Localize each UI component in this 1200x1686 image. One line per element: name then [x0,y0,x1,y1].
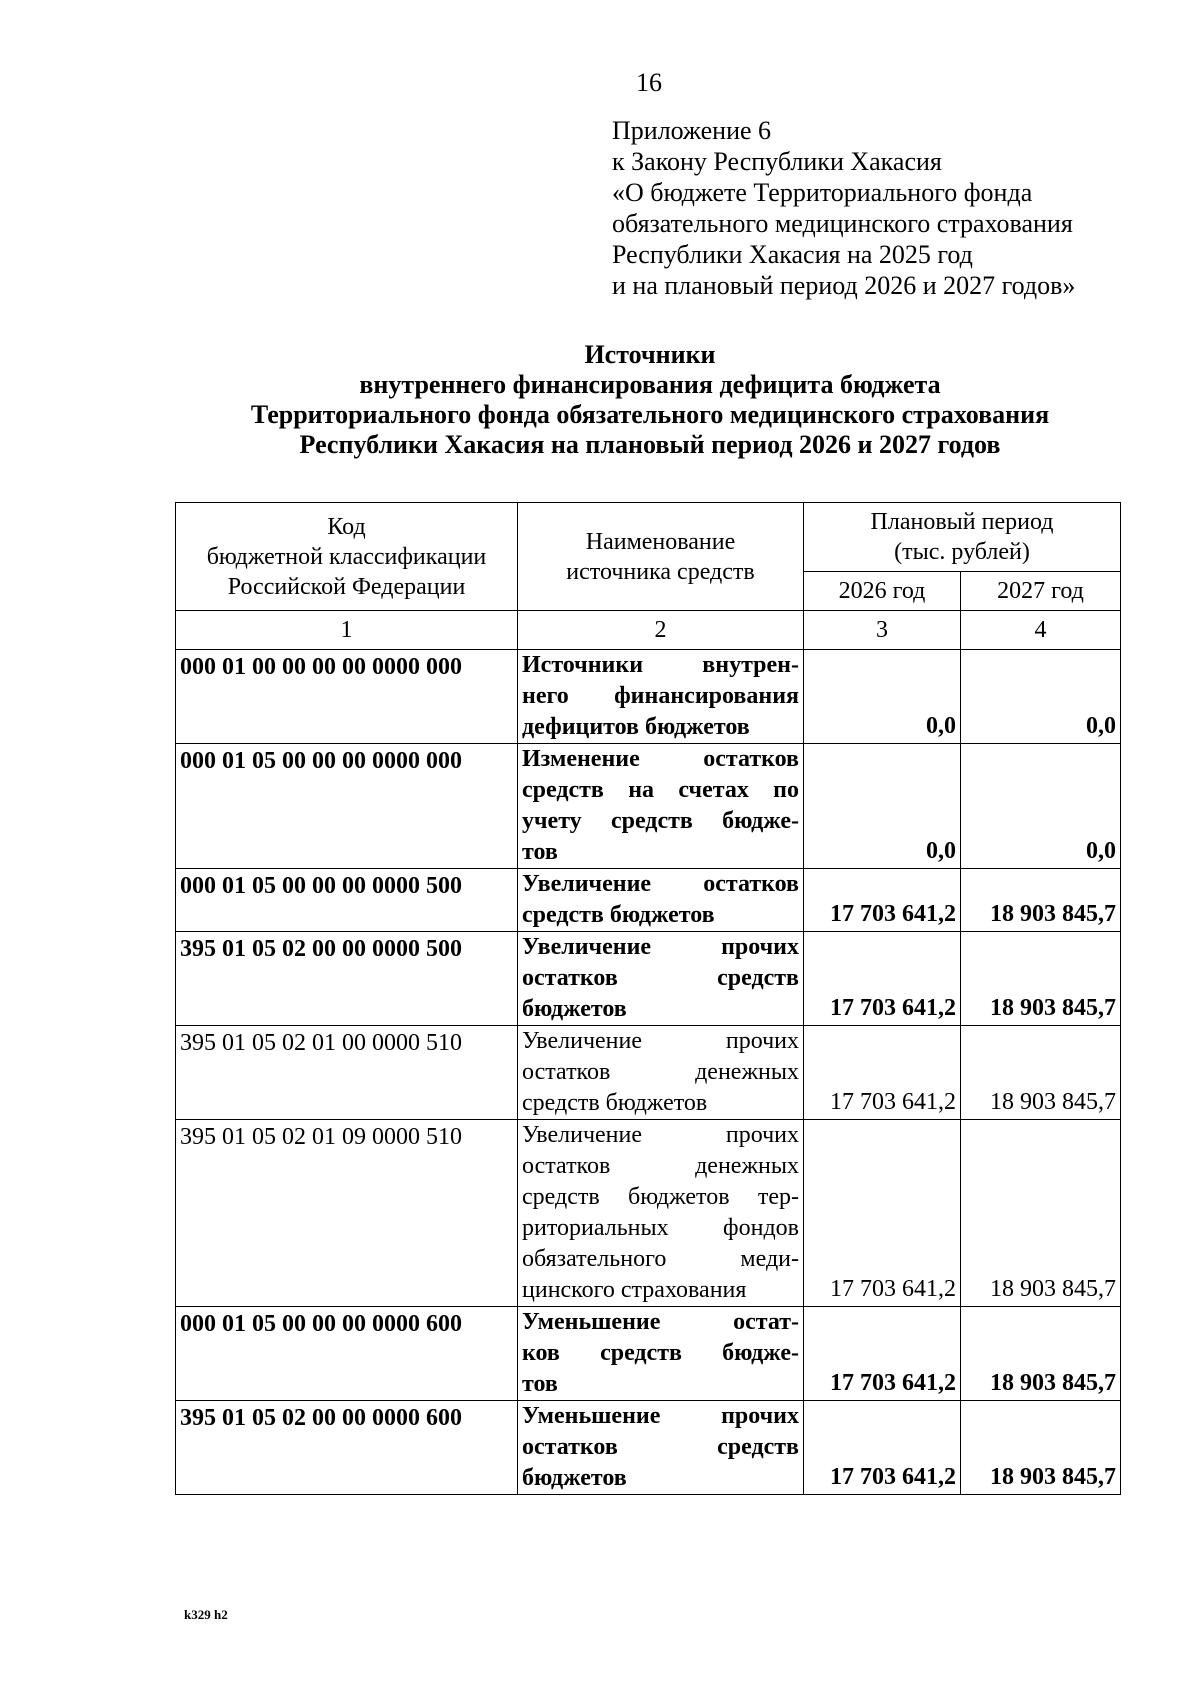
source-name-line: средств на счетах по [522,777,799,803]
appendix-line: к Закону Республики Хакасия [612,147,942,176]
title-line: внутреннего финансирования дефицита бюджета [359,370,941,399]
page-number: 16 [636,68,662,97]
value-2027: 18 903 845,7 [961,869,1121,932]
column-number: 2 [518,611,804,650]
column-number: 3 [804,611,961,650]
header-code-line: Код [327,513,366,540]
header-row [176,503,1121,572]
source-name-line: средств бюджетов тер- [522,1184,799,1210]
title-line: Источники [584,340,716,369]
header-name [518,503,804,611]
source-name [518,1026,804,1120]
document-footer-code: k329 h2 [184,1607,228,1622]
source-name-line: обязательного меди- [522,1246,799,1272]
source-name-line: Увеличение прочих [522,934,799,960]
budget-code: 000 01 00 00 00 00 0000 000 [176,650,518,744]
source-name-line: остатков денежных [522,1059,799,1085]
header-period-line: (тыс. рублей) [894,539,1030,565]
column-number-row [176,611,1121,650]
budget-code: 395 01 05 02 01 09 0000 510 [176,1120,518,1307]
budget-code: 395 01 05 02 00 00 0000 600 [176,1401,518,1495]
budget-code: 395 01 05 02 00 00 0000 500 [176,932,518,1026]
value-2026: 0,0 [804,744,961,869]
source-name-line: ков средств бюдже- [522,1340,799,1366]
budget-code: 395 01 05 02 01 00 0000 510 [176,1026,518,1120]
source-name-line: Увеличение прочих [522,1122,799,1148]
source-name-line: тов [522,1371,558,1397]
column-number: 4 [961,611,1121,650]
source-name [518,932,804,1026]
value-2026: 17 703 641,2 [804,1026,961,1120]
source-name-line: остатков средств [522,965,799,991]
source-name-line: него финансирования [522,683,799,709]
budget-code: 000 01 05 00 00 00 0000 600 [176,1307,518,1401]
value-2026: 17 703 641,2 [804,1401,961,1495]
source-name [518,1120,804,1307]
header-code-line: бюджетной классификации [206,543,487,570]
header-code-line: Российской Федерации [227,573,466,600]
table-row [176,650,1121,744]
source-name-line: Увеличение прочих [522,1028,799,1054]
value-2027: 0,0 [961,650,1121,744]
source-name-line: тов [522,839,558,865]
value-2026: 17 703 641,2 [804,1307,961,1401]
table-row [176,869,1121,932]
value-2027: 18 903 845,7 [961,1120,1121,1307]
source-name-line: Изменение остатков [522,746,799,772]
value-2026: 17 703 641,2 [804,932,961,1026]
source-name-line: средств бюджетов [522,1090,708,1116]
header-year-2026: 2026 год [804,572,961,611]
value-2027: 0,0 [961,744,1121,869]
source-name-line: риториальных фондов [522,1215,799,1241]
header-name-line: Наименование [585,528,736,555]
header-planning-period [804,503,1121,572]
header-period-line: Плановый период [870,509,1054,535]
table-row [176,1401,1121,1495]
title-line: Территориального фонда обязательного медицинского страхования [250,400,1050,429]
source-name-line: учету средств бюдже- [522,808,799,834]
value-2026: 0,0 [804,650,961,744]
source-name [518,650,804,744]
source-name-line: Источники внутрен- [522,652,799,678]
value-2027: 18 903 845,7 [961,932,1121,1026]
source-name-line: бюджетов [522,996,627,1022]
table-row [176,744,1121,869]
table-row [176,1120,1121,1307]
source-name-line: Увеличение остатков [522,871,799,897]
appendix-line: Приложение 6 [612,116,772,145]
source-name-line: цинского страхования [522,1277,747,1303]
table-row [176,1026,1121,1120]
budget-code: 000 01 05 00 00 00 0000 000 [176,744,518,869]
source-name [518,869,804,932]
table-row [176,1307,1121,1401]
value-2027: 18 903 845,7 [961,1401,1121,1495]
source-name-line: остатков средств [522,1434,799,1460]
header-name-line: источника средств [566,558,755,585]
source-name-line: бюджетов [522,1465,627,1491]
value-2027: 18 903 845,7 [961,1026,1121,1120]
value-2026: 17 703 641,2 [804,1120,961,1307]
table-row [176,932,1121,1026]
title-line: Республики Хакасия на плановый период 2026 и 2027 годов [299,430,1001,459]
source-name-line: остатков денежных [522,1153,799,1179]
source-name-line: дефицитов бюджетов [522,714,750,740]
document-title [160,340,1140,460]
budget-sources-table [175,502,1121,1495]
source-name-line: Уменьшение остат- [522,1309,799,1335]
source-name [518,1401,804,1495]
appendix-reference [612,115,1075,301]
appendix-line: и на плановый период 2026 и 2027 годов» [612,271,1076,300]
source-name [518,1307,804,1401]
appendix-line: обязательного медицинского страхования [612,209,1073,238]
source-name [518,744,804,869]
appendix-line: Республики Хакасия на 2025 год [612,240,973,269]
budget-code: 000 01 05 00 00 00 0000 500 [176,869,518,932]
column-number: 1 [176,611,518,650]
source-name-line: средств бюджетов [522,902,715,928]
header-year-2027: 2027 год [961,572,1121,611]
source-name-line: Уменьшение прочих [522,1403,799,1429]
header-code [176,503,518,611]
appendix-line: «О бюджете Территориального фонда [612,178,1033,207]
value-2026: 17 703 641,2 [804,869,961,932]
value-2027: 18 903 845,7 [961,1307,1121,1401]
